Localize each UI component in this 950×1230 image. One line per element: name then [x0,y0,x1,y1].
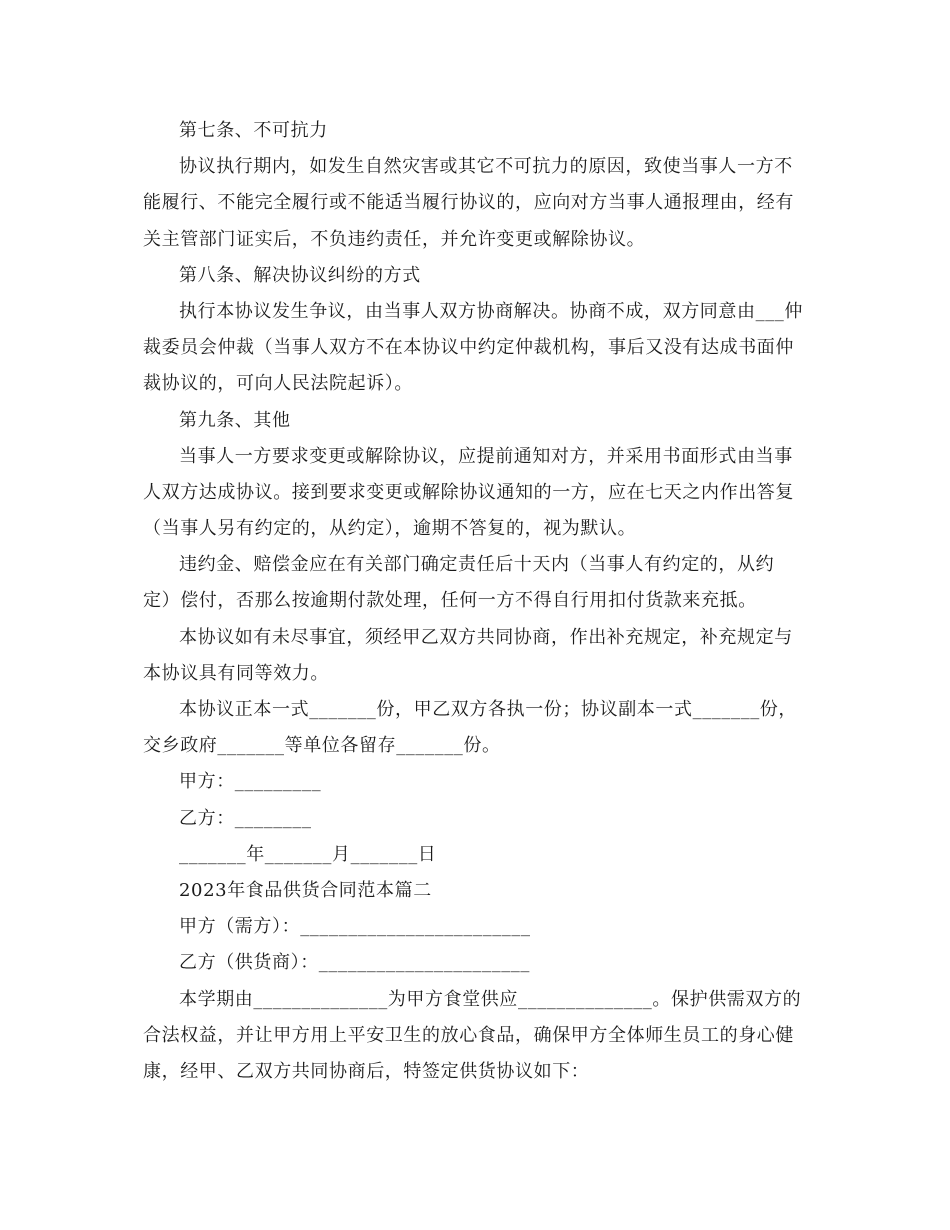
paragraph-line: 本协议如有未尽事宜，须经甲乙双方共同协商，作出补充规定，补充规定与 [179,626,793,648]
paragraph-line: 裁委员会仲裁（当事人双方不在本协议中约定仲裁机构，事后又没有达成书面仲 [143,337,794,359]
paragraph-line: 关主管部门证实后，不负违约责任，并允许变更或解除协议。 [143,228,646,250]
paragraph-line: 康，经甲、乙双方共同协商后，特签定供货协议如下： [143,1060,590,1082]
paragraph-line: 协议执行期内，如发生自然灾害或其它不可抗力的原因，致使当事人一方不 [179,156,793,178]
paragraph-line: （当事人另有约定的，从约定），逾期不答复的，视为默认。 [143,518,637,540]
paragraph-line: 交乡政府_______等单位各留存_______份。 [143,735,501,757]
party-b-field: 乙方（供货商）：______________________ [179,952,530,974]
paragraph-line: 本协议具有同等效力。 [143,662,329,684]
document-body [143,113,808,1090]
paragraph-line: 本学期由______________为甲方食堂供应______________。保护供需双方的 [179,988,802,1010]
paragraph-line: 能履行、不能完全履行或不能适当履行协议的，应向对方当事人通报理由，经有 [143,192,794,214]
paragraph-line: 合法权益，并让甲方用上平安卫生的放心食品，确保甲方全体师生员工的身心健 [143,1024,794,1046]
party-a-field: 甲方（需方）：________________________ [179,916,531,938]
signature-date: _______年_______月_______日 [179,843,437,865]
clause-heading: 第七条、不可抗力 [179,120,328,141]
party-b-signature: 乙方：________ [179,807,312,829]
paragraph-line: 执行本协议发生争议，由当事人双方协商解决。协商不成，双方同意由___仲 [179,300,803,322]
paragraph-line: 定）偿付，否那么按逾期付款处理，任何一方不得自行用扣付货款来充抵。 [143,590,757,612]
paragraph-line: 当事人一方要求变更或解除协议，应提前通知对方，并采用书面形式由当事 [179,445,793,467]
paragraph-line: 本协议正本一式_______份，甲乙双方各执一份；协议副本一式_______份， [179,699,797,720]
party-a-signature: 甲方：_________ [179,771,322,793]
clause-heading: 第九条、其他 [179,409,291,431]
paragraph-line: 违约金、赔偿金应在有关部门确定责任后十天内（当事人有约定的，从约 [179,554,775,576]
clause-heading: 第八条、解决协议纠纷的方式 [179,264,421,286]
section-title: 2023年食品供货合同范本篇二 [179,879,432,901]
paragraph-line: 人双方达成协议。接到要求变更或解除协议通知的一方，应在七天之内作出答复 [143,481,794,503]
paragraph-line: 裁协议的，可向人民法院起诉）。 [143,373,413,395]
